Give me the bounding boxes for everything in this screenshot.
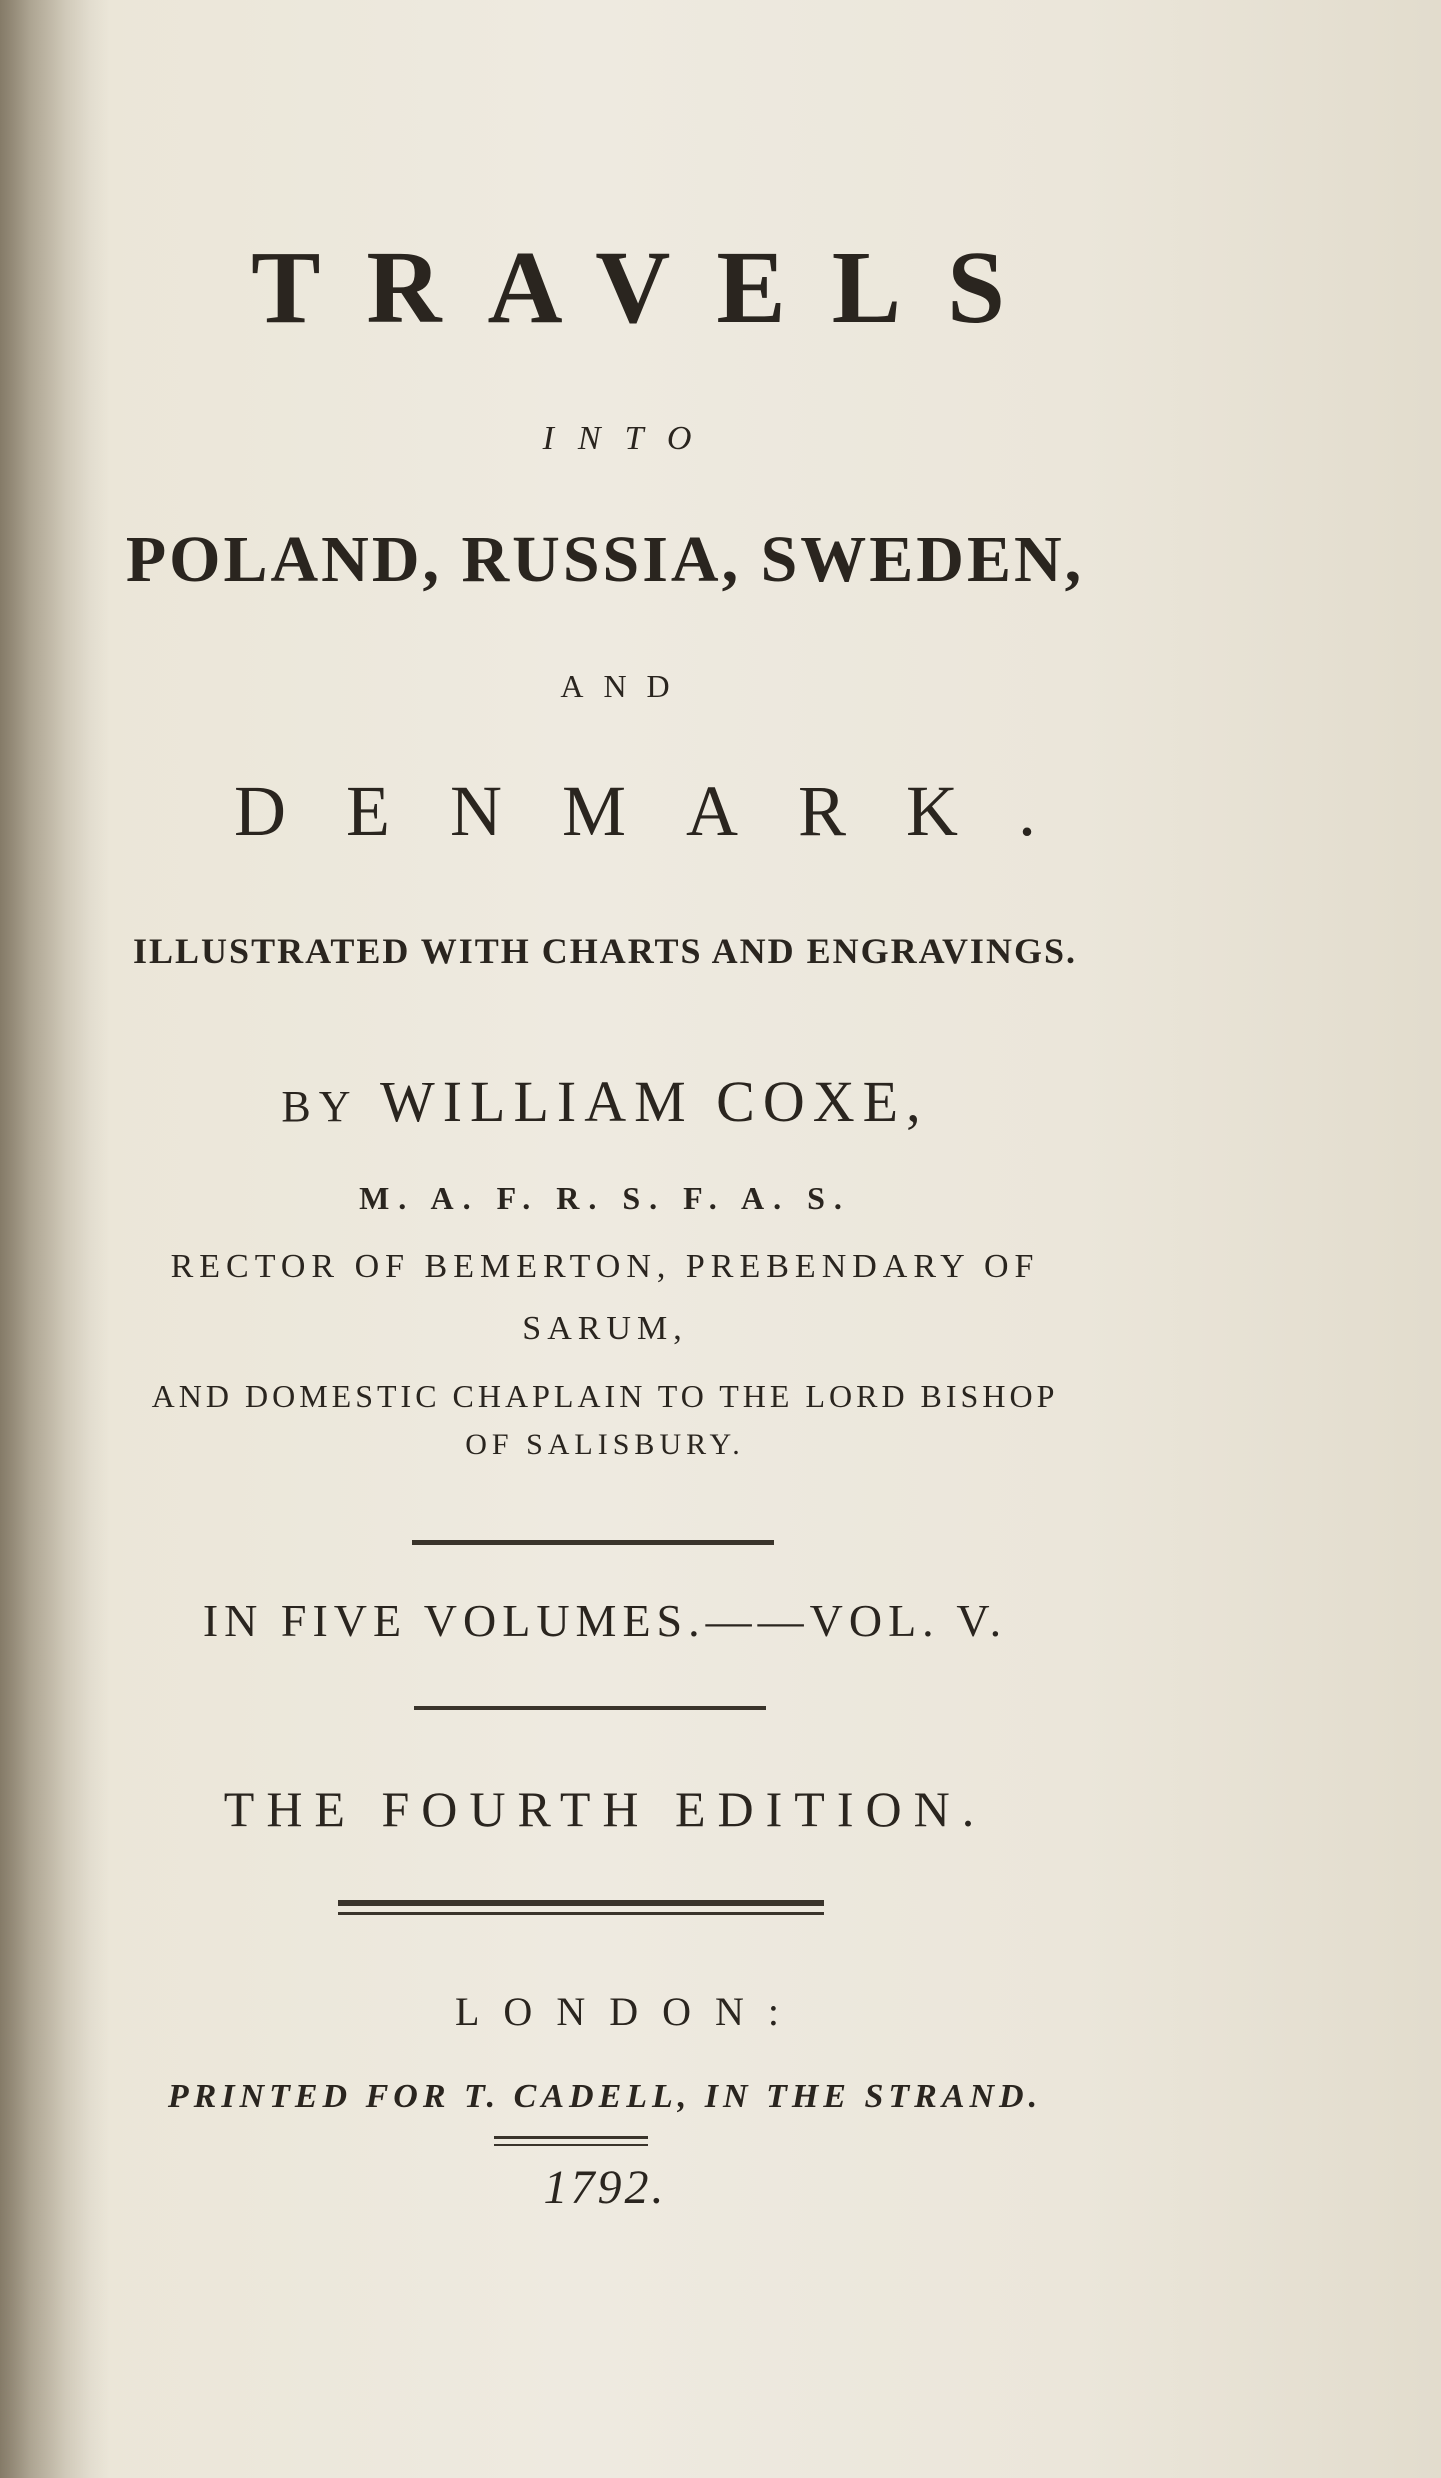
book-title: TRAVELS bbox=[251, 230, 1051, 345]
qualifications-line: M. A. F. R. S. F. A. S. bbox=[359, 1180, 851, 1216]
by-label: BY bbox=[281, 1082, 359, 1131]
denmark-line: DENMARK. bbox=[233, 771, 1096, 851]
double-rule-top bbox=[338, 1900, 824, 1906]
edition-line: THE FOURTH EDITION. bbox=[223, 1781, 987, 1837]
author-line bbox=[0, 1068, 1210, 1135]
countries-line: POLAND, RUSSIA, SWEDEN, bbox=[125, 523, 1085, 596]
sarum-line: SARUM, bbox=[522, 1310, 688, 1347]
short-rule-top bbox=[494, 2136, 648, 2139]
and-line: AND bbox=[560, 668, 690, 704]
author-name: WILLIAM COXE, bbox=[380, 1069, 929, 1134]
divider-rule bbox=[414, 1706, 766, 1710]
short-rule-bottom bbox=[494, 2144, 648, 2146]
salisbury-line: OF SALISBURY. bbox=[465, 1428, 745, 1461]
year-line: 1792. bbox=[543, 2161, 667, 2214]
double-rule-bottom bbox=[338, 1912, 824, 1915]
divider-rule bbox=[412, 1540, 774, 1545]
chaplain-line: AND DOMESTIC CHAPLAIN TO THE LORD BISHOP bbox=[151, 1378, 1059, 1414]
london-line: LONDON: bbox=[455, 1989, 803, 2034]
illustrated-line: ILLUSTRATED WITH CHARTS AND ENGRAVINGS. bbox=[133, 931, 1077, 971]
volumes-line: IN FIVE VOLUMES.——VOL. V. bbox=[202, 1595, 1008, 1646]
rector-line: RECTOR OF BEMERTON, PREBENDARY OF bbox=[170, 1248, 1040, 1285]
printed-for-line: PRINTED FOR T. CADELL, IN THE STRAND. bbox=[167, 2078, 1043, 2115]
into-line: INTO bbox=[542, 420, 716, 457]
